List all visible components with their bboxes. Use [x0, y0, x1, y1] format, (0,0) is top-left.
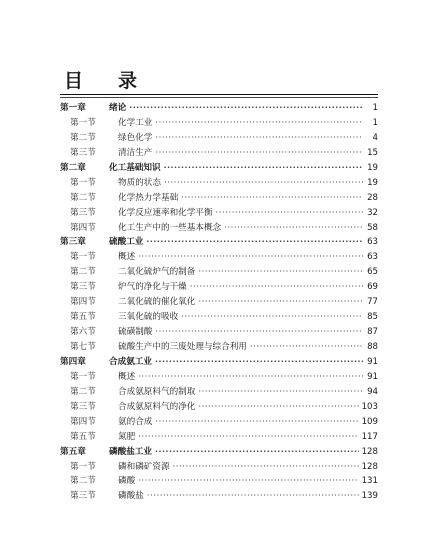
dot-leader	[155, 355, 363, 370]
page-number: 128	[361, 461, 378, 472]
section-number: 第四节	[70, 297, 96, 308]
chapter-title: 磷酸盐工业	[109, 446, 152, 457]
dot-leader	[155, 146, 363, 161]
section-number: 第一节	[70, 371, 96, 382]
section-title: 化工生产中的一些基本概念	[118, 222, 222, 233]
dot-leader	[138, 370, 363, 385]
section-title: 化学热力学基础	[118, 192, 179, 203]
toc-section-row	[60, 340, 378, 355]
toc-section-row	[60, 146, 378, 161]
section-title: 化学反应速率和化学平衡	[118, 207, 213, 218]
section-number: 第七节	[70, 342, 96, 352]
page-number: 109	[361, 416, 378, 427]
page-number: 88	[367, 342, 378, 352]
dot-leader	[147, 489, 359, 504]
section-number: 第一节	[70, 461, 96, 472]
page-number: 19	[367, 162, 378, 173]
page-number: 32	[367, 207, 378, 218]
toc-section-row	[60, 295, 378, 310]
section-title: 化学工业	[118, 117, 153, 128]
dot-leader	[198, 295, 363, 310]
chapter-number: 第一章	[60, 103, 86, 113]
toc-section-row	[60, 131, 378, 146]
page-number: 91	[367, 356, 378, 367]
section-title: 概述	[118, 371, 136, 382]
page-number: 85	[367, 312, 378, 323]
dot-leader	[181, 310, 363, 325]
toc-section-row	[60, 460, 378, 475]
dot-leader	[155, 445, 359, 460]
section-title: 磷酸	[118, 476, 136, 487]
page-number: 63	[367, 237, 378, 248]
dot-leader	[216, 206, 363, 221]
section-title: 二氧化硫炉气的制备	[118, 267, 196, 278]
page-number: 58	[367, 222, 378, 233]
section-number: 第四节	[70, 416, 96, 427]
dot-leader	[164, 161, 363, 176]
toc-section-row	[60, 280, 378, 295]
page-number: 103	[361, 401, 378, 412]
toc-section-row	[60, 221, 378, 236]
section-number: 第二节	[70, 267, 96, 278]
section-number: 第五节	[70, 312, 96, 323]
section-number: 第二节	[70, 132, 96, 143]
toc-section-row	[60, 430, 378, 445]
toc-section-row	[60, 400, 378, 415]
toc-chapter-row	[60, 161, 378, 176]
title-char-1: 目	[64, 70, 84, 92]
page-number: 15	[367, 147, 378, 158]
chapter-title: 合成氨工业	[109, 356, 152, 367]
toc-section-row	[60, 415, 378, 430]
toc-chapter-row	[60, 355, 378, 370]
page-number: 128	[361, 446, 378, 457]
section-title: 氮肥	[118, 431, 136, 442]
section-title: 硫磺制酸	[118, 327, 153, 338]
page-number: 19	[367, 177, 378, 188]
toc-section-row	[60, 206, 378, 221]
toc-chapter-row	[60, 445, 378, 460]
section-number: 第二节	[70, 476, 96, 487]
section-number: 第四节	[70, 222, 96, 233]
toc-section-row	[60, 489, 378, 504]
toc-section-row	[60, 310, 378, 325]
section-number: 第三节	[70, 282, 96, 293]
page-number: 1	[372, 117, 378, 128]
page-number: 94	[367, 386, 378, 397]
chapter-number: 第二章	[60, 162, 86, 173]
title-char-2: 录	[118, 70, 138, 92]
section-title: 合成氨原料气的制取	[118, 386, 196, 397]
dot-leader	[198, 400, 358, 415]
dot-leader	[198, 265, 363, 280]
section-title: 氨的合成	[118, 416, 153, 427]
section-title: 三氧化硫的吸收	[118, 312, 179, 323]
page-number: 139	[361, 491, 378, 502]
toc-section-row	[60, 325, 378, 340]
section-number: 第二节	[70, 192, 96, 203]
dot-leader	[224, 221, 363, 236]
section-title: 绿色化学	[118, 132, 153, 143]
toc-section-row	[60, 385, 378, 400]
page-number: 87	[367, 327, 378, 338]
dot-leader	[250, 340, 363, 355]
page-number: 1	[372, 103, 378, 113]
section-title: 炉气的净化与干燥	[118, 282, 187, 293]
toc-section-row	[60, 250, 378, 265]
section-title: 磷酸盐	[118, 491, 144, 502]
dot-leader	[155, 415, 358, 430]
chapter-number: 第四章	[60, 356, 86, 367]
section-number: 第二节	[70, 386, 96, 397]
toc-section-row	[60, 265, 378, 280]
dot-leader	[173, 460, 359, 475]
section-number: 第三节	[70, 207, 96, 218]
dot-leader	[190, 280, 363, 295]
title-rule-thin	[60, 97, 378, 98]
section-number: 第三节	[70, 491, 96, 502]
page-title	[64, 66, 138, 93]
toc-section-row	[60, 370, 378, 385]
page-number: 91	[367, 371, 378, 382]
page-number: 65	[367, 267, 378, 278]
page-number: 28	[367, 192, 378, 203]
toc-chapter-row	[60, 235, 378, 250]
chapter-title: 化工基础知识	[109, 162, 161, 173]
section-title: 合成氨原料气的净化	[118, 401, 196, 412]
page-number: 69	[367, 282, 378, 293]
dot-leader	[155, 116, 363, 131]
chapter-number: 第三章	[60, 237, 86, 248]
dot-leader	[181, 191, 363, 206]
section-number: 第三节	[70, 401, 96, 412]
toc-section-row	[60, 191, 378, 206]
chapter-number: 第五章	[60, 446, 86, 457]
page-number: 117	[361, 431, 378, 442]
dot-leader	[155, 131, 363, 146]
toc-section-row	[60, 176, 378, 191]
section-title: 物质的状态	[118, 177, 161, 188]
section-title: 概述	[118, 252, 136, 263]
toc-chapter-row	[60, 101, 378, 116]
section-number: 第一节	[70, 117, 96, 128]
page-number: 131	[361, 476, 378, 487]
section-title: 二氧化硫的催化氧化	[118, 297, 196, 308]
toc-list	[60, 101, 378, 504]
dot-leader	[138, 430, 358, 445]
section-number: 第一节	[70, 177, 96, 188]
page-number: 4	[372, 132, 378, 143]
dot-leader	[146, 235, 363, 250]
toc-section-row	[60, 474, 378, 489]
section-title: 硫酸生产中的三废处理与综合利用	[118, 342, 247, 352]
page-number: 77	[367, 297, 378, 308]
dot-leader	[198, 385, 363, 400]
toc-section-row	[60, 116, 378, 131]
section-number: 第五节	[70, 431, 96, 442]
title-rule-thick	[60, 94, 378, 95]
dot-leader	[129, 101, 363, 116]
dot-leader	[138, 474, 358, 489]
section-title: 清洁生产	[118, 147, 153, 158]
dot-leader	[155, 325, 363, 340]
chapter-title: 绪论	[109, 103, 127, 113]
section-number: 第一节	[70, 252, 96, 263]
section-title: 磷和磷矿资源	[118, 461, 170, 472]
section-number: 第六节	[70, 327, 96, 338]
section-number: 第三节	[70, 147, 96, 158]
dot-leader	[138, 250, 363, 265]
page-number: 63	[367, 252, 378, 263]
chapter-title: 硫酸工业	[109, 237, 144, 248]
dot-leader	[164, 176, 363, 191]
